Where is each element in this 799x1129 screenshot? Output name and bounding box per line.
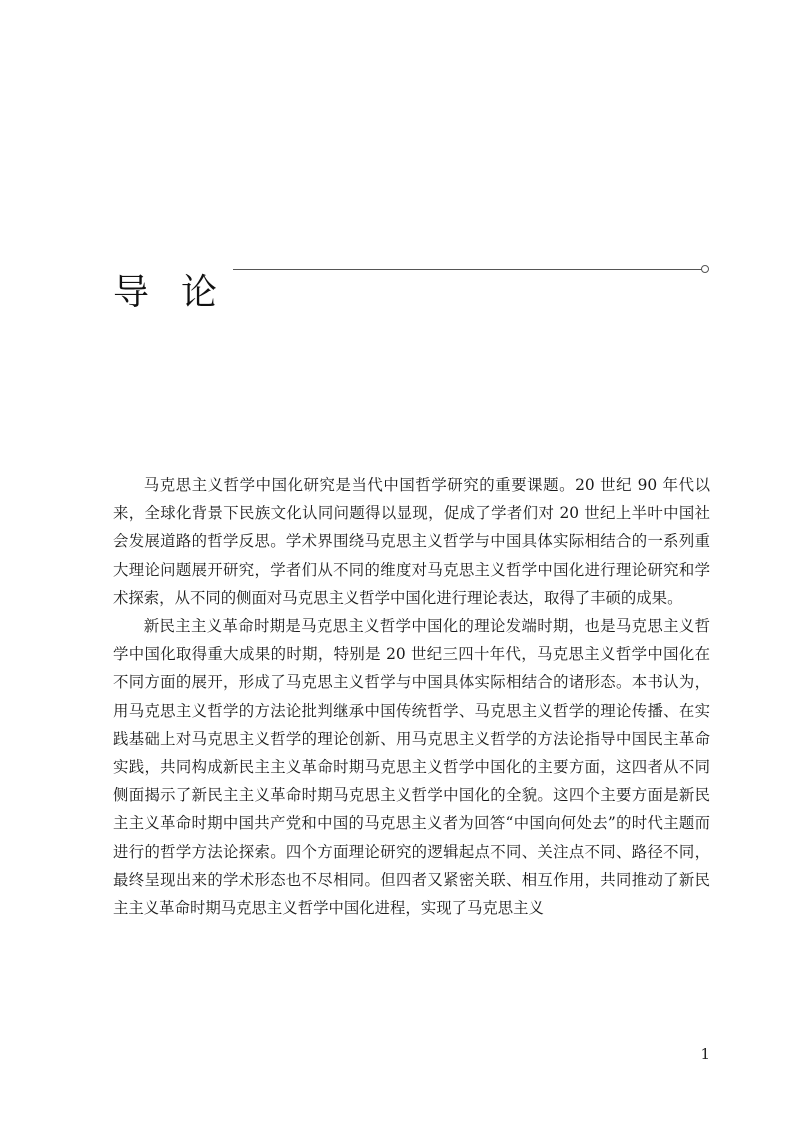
paragraph-1: 马克思主义哲学中国化研究是当代中国哲学研究的重要课题。20 世纪 90 年代以来，全球化背景下民族文化认同问题得以显现，促成了学者们对 20 世纪上半叶中国社会发展道路的哲学反思。学术界围绕马克思主义哲学与中国具体实际相结合的一系列重大理论问题展开研究，学者们从不同的维度对马克思主义哲学中国化进行理论研究和学术探索，从不同的侧面对马克思主义哲学中国化进行理论表达，取得了丰硕的成果。 xyxy=(113,476,710,607)
paragraph-2: 新民主主义革命时期是马克思主义哲学中国化的理论发端时期，也是马克思主义哲学中国化取得重大成果的时期，特别是 20 世纪三四十年代，马克思主义哲学中国化在不同方面的展开，形成了马克思主义哲学与中国具体实际相结合的诸形态。本书认为，用马克思主义哲学的方法论批判继承中国传统哲学、马克思主义哲学的理论传播、在实践基础上对马克思主义哲学的理论创新、用马克思主义哲学的方法论指导中国民主革命实践，共同构成新民主主义革命时期马克思主义哲学中国化的主要方面，这四者从不同侧面揭示了新民主主义革命时期马克思主义哲学中国化的全貌。这四个主要方面是新民主主义革命时期中国共产党和中国的马克思主义者为回答“中国向何处去”的时代主题而进行的哲学方法论探索。四个方面理论研究的逻辑起点不同、关注点不同、路径不同，最终呈现出来的学术形态也不尽相同。但四者又紧密关联、相互作用，共同推动了新民主主义革命时期马克思主义哲学中国化进程，实现了马克思主义 xyxy=(113,617,710,918)
chapter-title: 导论 xyxy=(113,272,250,314)
divider-end-circle-icon xyxy=(701,265,709,273)
title-divider-line xyxy=(233,269,703,270)
chapter-header xyxy=(113,244,713,314)
body-text xyxy=(113,471,710,922)
page-number: 1 xyxy=(700,1045,710,1063)
